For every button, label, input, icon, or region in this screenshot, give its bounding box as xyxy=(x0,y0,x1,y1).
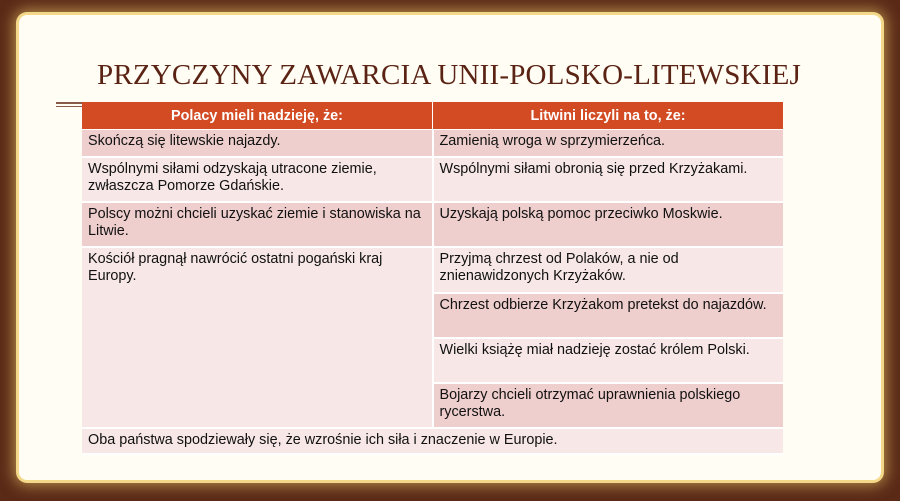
cell-poles: Wspólnymi siłami odzyskają utracone ziemie, zwłaszcza Pomorze Gdańskie. xyxy=(82,157,433,202)
footer-cell: Oba państwa spodziewały się, że wzrośnie ich siła i znaczenie w Europie. xyxy=(82,428,783,454)
header-lithuanians: Litwini liczyli na to, że: xyxy=(433,102,784,130)
cell-lithuanians: Uzyskają polską pomoc przeciwko Moskwie. xyxy=(433,202,784,247)
table-row xyxy=(82,130,783,157)
cell-lithuanians: Przyjmą chrzest od Polaków, a nie od znienawidzonych Krzyżaków. xyxy=(433,247,784,293)
slide-title: PRZYCZYNY ZAWARCIA UNII-POLSKO-LITEWSKIEJ xyxy=(97,59,801,91)
cell-lithuanians: Wspólnymi siłami obronią się przed Krzyżakami. xyxy=(433,157,784,202)
table-row xyxy=(82,247,783,293)
comparison-table xyxy=(82,102,783,455)
cell-poles: Skończą się litewskie najazdy. xyxy=(82,130,433,157)
cell-poles: Kościół pragnął nawrócić ostatni pogański kraj Europy. xyxy=(82,247,433,428)
table-row xyxy=(82,157,783,202)
table-header-row xyxy=(82,102,783,130)
cell-lithuanians: Chrzest odbierze Krzyżakom pretekst do najazdów. xyxy=(433,293,784,338)
cell-poles: Polscy możni chcieli uzyskać ziemie i stanowiska na Litwie. xyxy=(82,202,433,247)
cell-lithuanians: Wielki książę miał nadzieję zostać królem Polski. xyxy=(433,338,784,383)
table-footer-row xyxy=(82,428,783,454)
header-poles: Polacy mieli nadzieję, że: xyxy=(82,102,433,130)
table-row xyxy=(82,202,783,247)
cell-lithuanians: Bojarzy chcieli otrzymać uprawnienia polskiego rycerstwa. xyxy=(433,383,784,428)
cell-lithuanians: Zamienią wroga w sprzymierzeńca. xyxy=(433,130,784,157)
